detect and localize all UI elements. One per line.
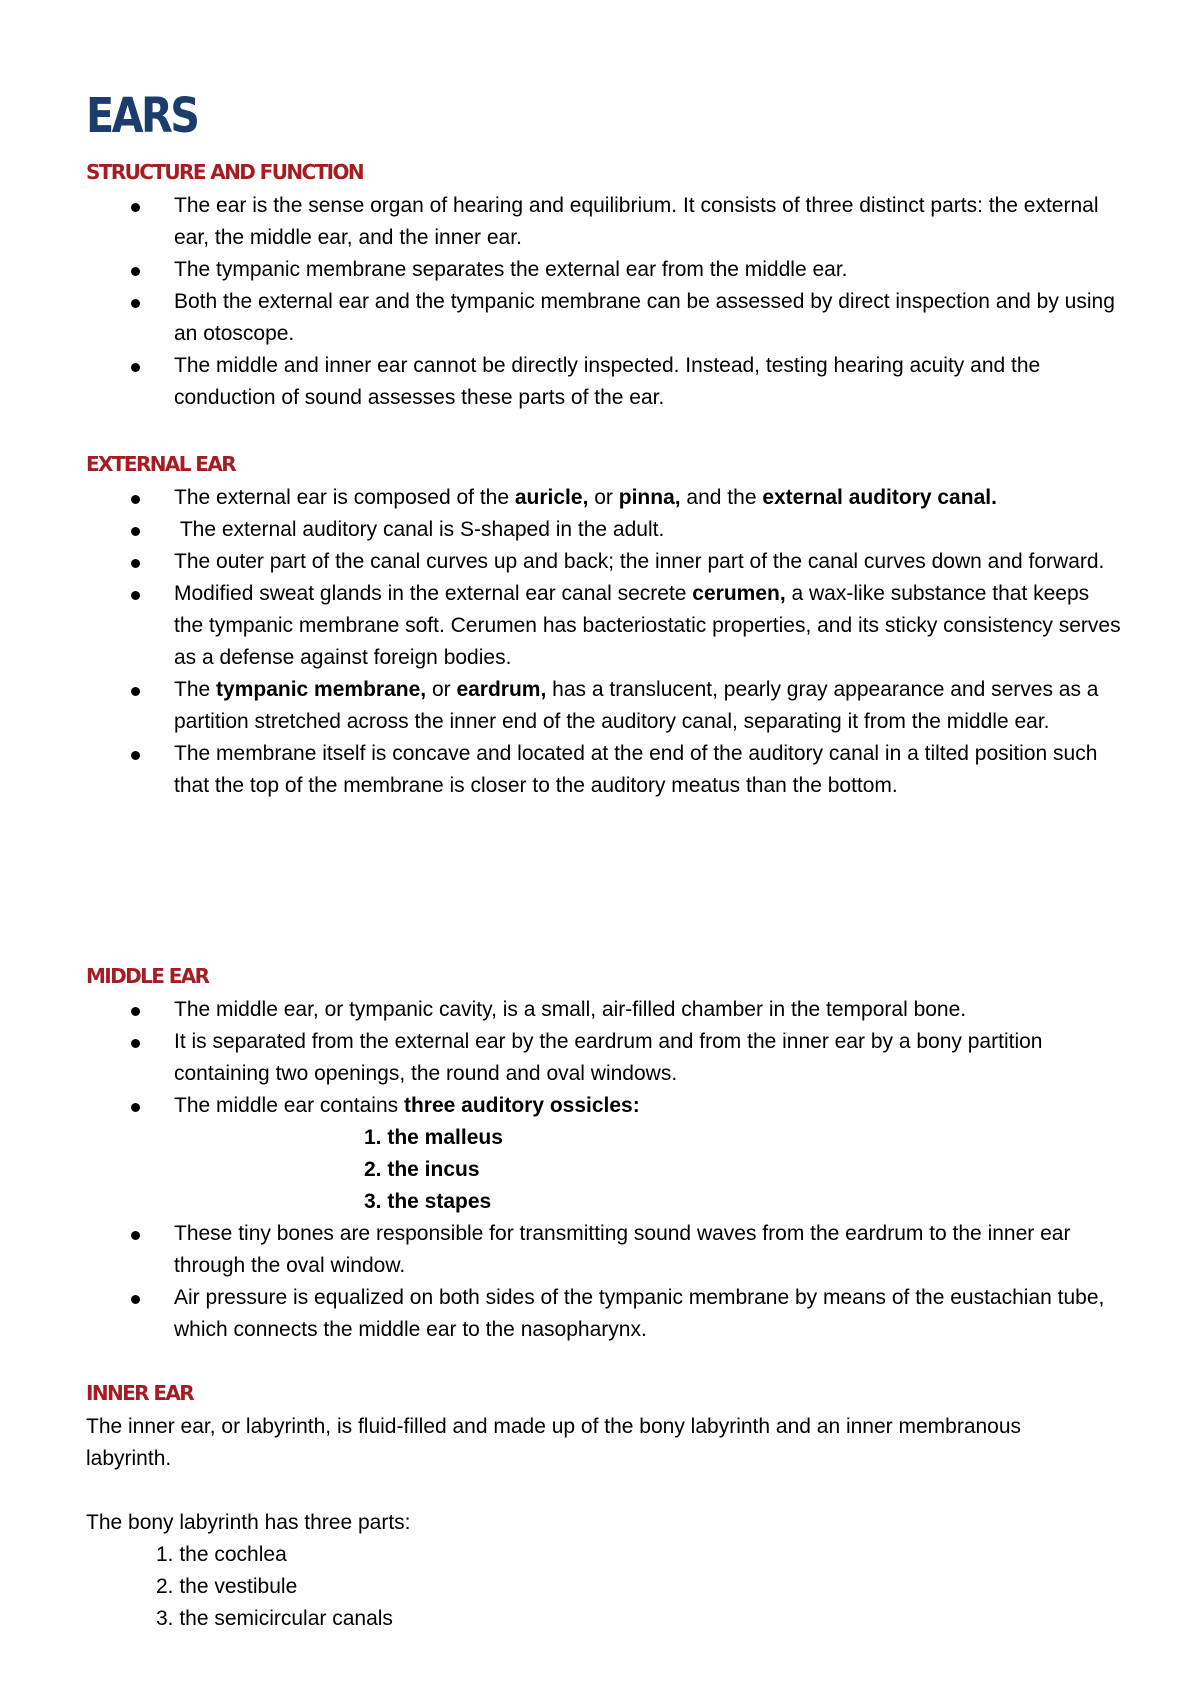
list-item: The tympanic membrane, or eardrum, has a translucent, pearly gray appearance and serves as a partition stretched across the inner end of the auditory canal, separating it from the middle ear. xyxy=(0,674,1124,738)
bullet-icon xyxy=(131,591,140,600)
bullet-icon xyxy=(131,1039,140,1048)
bullet-icon xyxy=(131,1103,140,1112)
list-item: Modified sweat glands in the external ear canal secrete cerumen, a wax-like substance that keeps the tympanic membrane soft. Cerumen has bacteriostatic properties, and its sticky consistency serves as a defense against foreign bodies. xyxy=(0,578,1124,674)
bullet-icon xyxy=(131,267,140,276)
structure-function-list xyxy=(0,190,1200,414)
section-heading-external-ear: EXTERNAL EAR xyxy=(86,452,236,476)
bullet-icon xyxy=(131,363,140,372)
list-item: 3. the semicircular canals xyxy=(156,1607,393,1630)
list-item: The ear is the sense organ of hearing and equilibrium. It consists of three distinct parts: the external ear, the middle ear, and the inner ear. xyxy=(0,190,1124,254)
list-item: The membrane itself is concave and located at the end of the auditory canal in a tilted position such that the top of the membrane is closer to the auditory meatus than the bottom. xyxy=(0,738,1124,802)
ossicle-item: 2. the incus xyxy=(364,1158,480,1181)
term-eardrum: eardrum, xyxy=(456,678,547,701)
page-title: EARS xyxy=(86,88,198,144)
bullet-icon xyxy=(131,687,140,696)
list-item: 2. the vestibule xyxy=(156,1575,298,1598)
bullet-icon xyxy=(131,559,140,568)
list-item: 1. the cochlea xyxy=(156,1543,287,1566)
bullet-icon xyxy=(131,1007,140,1016)
list-item: The tympanic membrane separates the external ear from the middle ear. xyxy=(0,254,1124,286)
term-cerumen: cerumen, xyxy=(692,582,786,605)
ossicle-item: 3. the stapes xyxy=(364,1190,492,1213)
external-ear-list xyxy=(0,482,1200,802)
bullet-icon xyxy=(131,299,140,308)
list-item: The external auditory canal is S-shaped in the adult. xyxy=(0,514,1124,546)
middle-ear-list xyxy=(0,994,1200,1346)
list-item: These tiny bones are responsible for transmitting sound waves from the eardrum to the inner ear through the oval window. xyxy=(0,1218,1124,1282)
bony-labyrinth-intro: The bony labyrinth has three parts: xyxy=(86,1511,411,1534)
list-item: The external ear is composed of the auricle, or pinna, and the external auditory canal. xyxy=(0,482,1124,514)
bony-labyrinth-parts-list xyxy=(156,1539,393,1635)
bullet-icon xyxy=(131,1295,140,1304)
list-item: The middle ear contains three auditory ossicles: 1. the malleus 2. the incus 3. the stapes xyxy=(0,1090,1124,1218)
section-heading-structure-function: STRUCTURE AND FUNCTION xyxy=(86,160,363,184)
bullet-icon xyxy=(131,751,140,760)
section-heading-middle-ear: MIDDLE EAR xyxy=(86,964,209,988)
bullet-icon xyxy=(131,1231,140,1240)
list-item: Both the external ear and the tympanic membrane can be assessed by direct inspection and by using an otoscope. xyxy=(0,286,1124,350)
ossicle-item: 1. the malleus xyxy=(364,1126,503,1149)
list-item: The outer part of the canal curves up and back; the inner part of the canal curves down and forward. xyxy=(0,546,1124,578)
term-auricle: auricle, xyxy=(514,486,589,509)
section-heading-inner-ear: INNER EAR xyxy=(86,1381,194,1405)
bullet-icon xyxy=(131,495,140,504)
list-item: The middle ear, or tympanic cavity, is a small, air-filled chamber in the temporal bone. xyxy=(0,994,1124,1026)
term-pinna: pinna, xyxy=(618,486,681,509)
term-external-auditory-canal: external auditory canal. xyxy=(762,486,997,509)
ossicles-list xyxy=(0,1122,1124,1218)
term-tympanic-membrane: tympanic membrane, xyxy=(216,678,427,701)
inner-ear-intro: The inner ear, or labyrinth, is fluid-filled and made up of the bony labyrinth and an inner membranous labyrinth. xyxy=(86,1415,1022,1470)
bullet-icon xyxy=(131,203,140,212)
list-item: Air pressure is equalized on both sides of the tympanic membrane by means of the eustachian tube, which connects the middle ear to the nasopharynx. xyxy=(0,1282,1124,1346)
list-item: The middle and inner ear cannot be directly inspected. Instead, testing hearing acuity and the conduction of sound assesses these parts of the ear. xyxy=(0,350,1124,414)
bullet-icon xyxy=(131,527,140,536)
list-item: It is separated from the external ear by the eardrum and from the inner ear by a bony partition containing two openings, the round and oval windows. xyxy=(0,1026,1124,1090)
term-three-auditory-ossicles: three auditory ossicles: xyxy=(403,1094,640,1117)
